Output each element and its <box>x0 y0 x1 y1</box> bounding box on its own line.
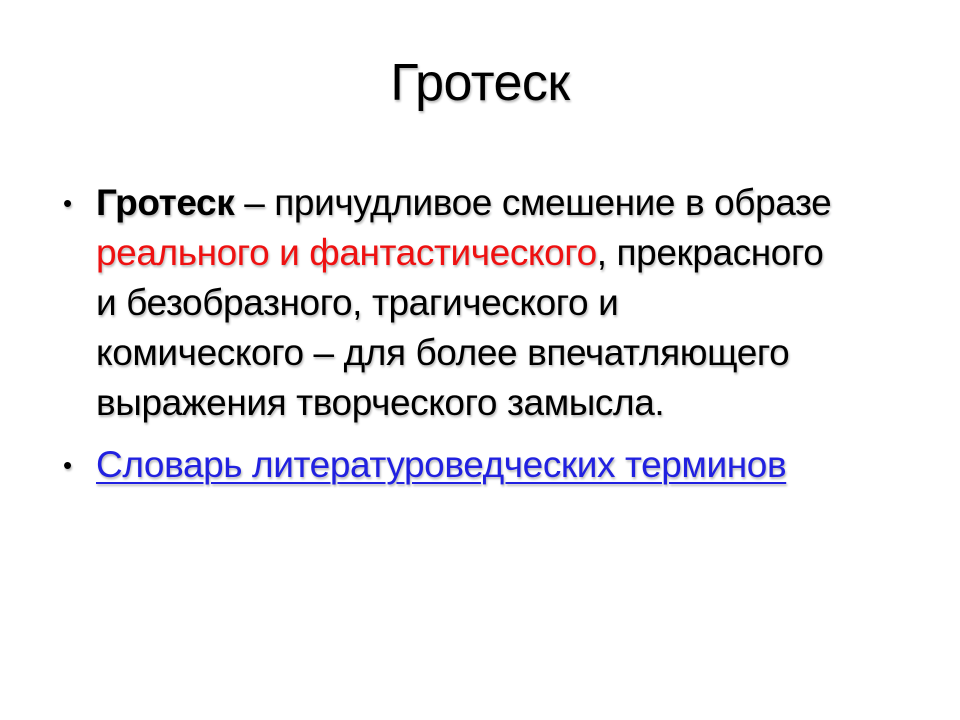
text-line <box>96 178 831 228</box>
bullet-marker: • <box>63 450 73 480</box>
text-segment: , прекрасного <box>596 232 824 273</box>
slide-body <box>63 178 920 490</box>
text-line <box>96 228 831 278</box>
text-segment: реального и фантастического <box>96 232 597 273</box>
link-dictionary-terms <box>96 440 786 490</box>
text-segment: выражения творческого замысла. <box>96 382 665 423</box>
text-segment: и безобразного, трагического и <box>96 282 619 323</box>
bullet-marker: • <box>63 188 73 218</box>
text-segment: Гротеск <box>96 182 235 223</box>
slide-title: Гротеск <box>390 54 570 112</box>
bullet-item <box>63 178 920 428</box>
text-line <box>96 440 786 490</box>
text-segment: – причудливое смешение в образе <box>234 182 832 223</box>
definition-paragraph <box>96 178 831 428</box>
text-line <box>96 328 831 378</box>
link-dictionary-terms[interactable]: Словарь литературоведческих терминов <box>96 444 787 485</box>
text-line <box>96 278 831 328</box>
bullet-item <box>63 440 920 490</box>
text-line <box>96 378 831 428</box>
text-segment: комического – для более впечатляющего <box>96 332 790 373</box>
